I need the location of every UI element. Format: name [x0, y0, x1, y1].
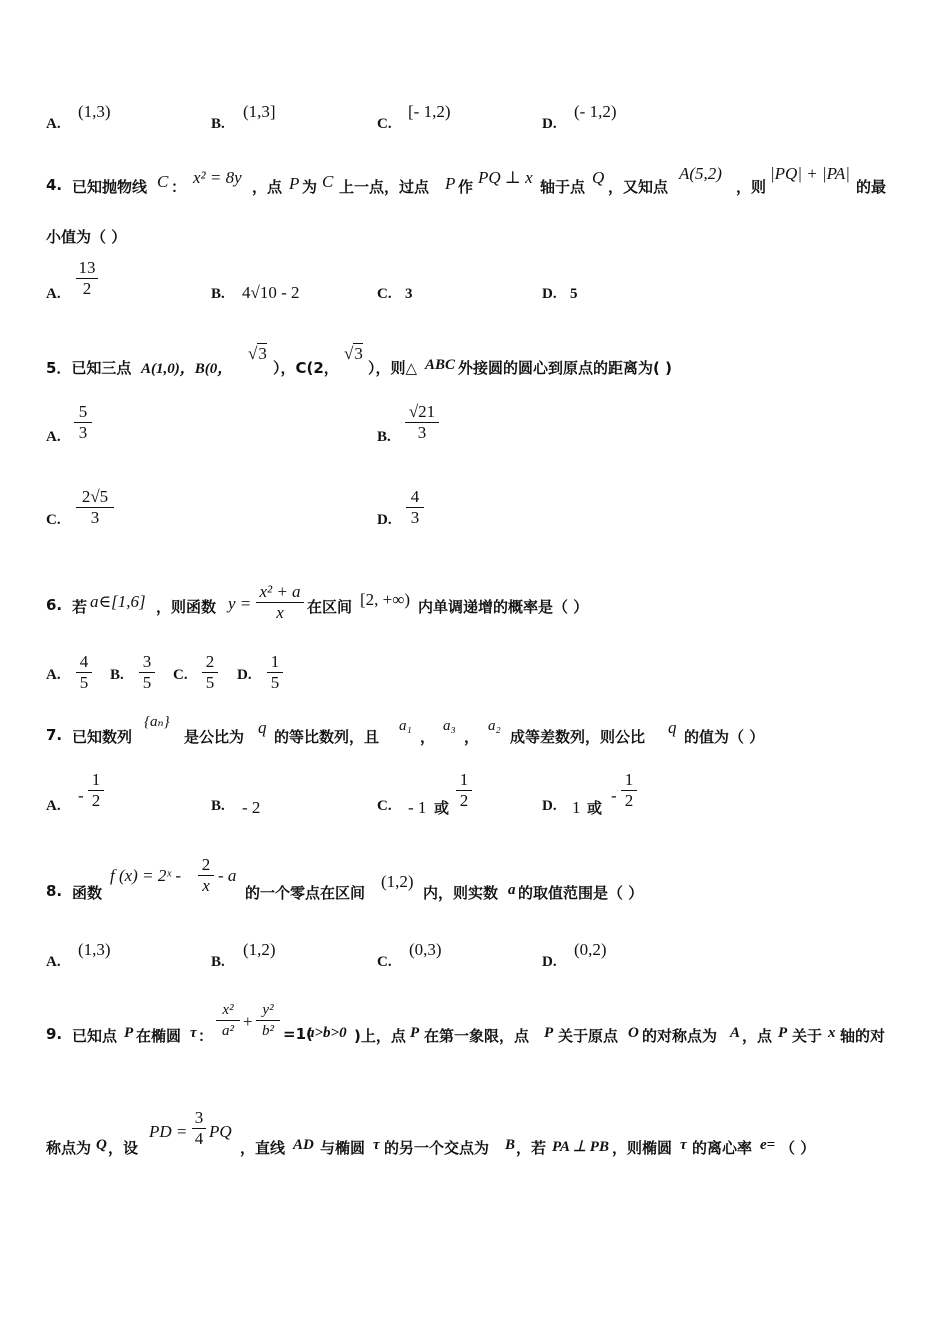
- q6-option-c-den: 5: [205, 673, 215, 692]
- q7-option-c-pre: - 1: [408, 798, 427, 817]
- q9-text-3: =1(: [283, 1025, 313, 1043]
- q4-option-a-label: A.: [46, 286, 61, 302]
- q4-option-a-fraction: [76, 258, 98, 299]
- q9-p2: P: [410, 1025, 420, 1041]
- q5-option-c-fraction: [76, 487, 114, 528]
- q7-q2: q: [668, 718, 677, 737]
- q9-o: O: [628, 1025, 639, 1041]
- q7-text-5: 的值为（ ）: [684, 728, 765, 746]
- q3-option-a-label: A.: [46, 116, 61, 132]
- q6-option-b-num: 3: [142, 652, 152, 671]
- q9-tau3: τ: [680, 1137, 687, 1153]
- q4-text-9: 的最: [856, 178, 887, 196]
- q9-line2-text-b: ，设: [108, 1139, 139, 1157]
- q7-option-a-den: 2: [91, 791, 101, 810]
- q6-option-a-fraction: [76, 652, 92, 693]
- q9-tau: τ: [190, 1025, 197, 1041]
- q5-option-c-num: 2√5: [81, 487, 109, 506]
- q9-line2-text-d: 与椭圆: [320, 1139, 366, 1157]
- q6-function-num: x² + a: [259, 582, 301, 601]
- q6-function-fraction: [256, 582, 304, 623]
- q4-text-4: 上一点，过点: [339, 178, 430, 196]
- q6-number: 6.: [46, 596, 63, 614]
- q9-ad: AD: [293, 1137, 314, 1153]
- q9-p: P: [124, 1025, 134, 1041]
- q3-option-d-label: D.: [542, 116, 557, 132]
- q9-a: A: [730, 1025, 741, 1041]
- q8-text-4: 的取值范围是（ ）: [518, 884, 644, 902]
- q5-abc: ABC: [425, 357, 456, 373]
- q9-text-1: 已知点: [72, 1027, 118, 1045]
- q9-number: 9.: [46, 1025, 63, 1043]
- q4-option-a-den: 2: [82, 279, 92, 298]
- q4-text-6: 轴于点: [540, 178, 586, 196]
- q8-number: 8.: [46, 882, 63, 900]
- q7-option-d-label: D.: [542, 798, 557, 814]
- q9-line2-text-a: 称点为: [46, 1139, 92, 1157]
- q9-vector-den: 4: [194, 1129, 204, 1148]
- q6-option-c-fraction: [202, 652, 218, 693]
- q7-option-b-label: B.: [211, 798, 225, 814]
- q9-line2-text-e: 的另一个交点为: [384, 1139, 490, 1157]
- q8-option-c-value: (0,3): [409, 940, 442, 959]
- q6-condition: a∈[1,6]: [90, 592, 146, 611]
- q9-colon: ：: [198, 1027, 214, 1045]
- q8-option-a-label: A.: [46, 954, 61, 970]
- q9-line2-text-i: （ ）: [780, 1139, 816, 1157]
- q5-option-b-den: 3: [417, 423, 427, 442]
- q5-option-d-fraction: [406, 487, 424, 528]
- q9-e: e=: [760, 1137, 776, 1153]
- q5-option-d-num: 4: [410, 487, 420, 506]
- q9-line2-text-f: ，若: [516, 1139, 547, 1157]
- q8-function-num: 2: [201, 855, 211, 874]
- q6-option-c-label: C.: [173, 667, 188, 683]
- q9-y-num: y²: [262, 1002, 274, 1018]
- q3-option-a-value: (1,3): [78, 102, 111, 121]
- q4-option-c-value: 3: [405, 286, 413, 302]
- q4-c: C: [157, 172, 169, 191]
- q4-text-2: ，点: [252, 178, 283, 196]
- q3-option-c-value: [- 1,2): [408, 102, 451, 121]
- q9-vector-pq: PQ: [209, 1122, 232, 1141]
- q6-option-c-num: 2: [205, 652, 215, 671]
- q5-option-a-fraction: [74, 402, 92, 443]
- q8-option-b-value: (1,2): [243, 940, 276, 959]
- q9-line2-text-g: ，则椭圆: [612, 1139, 673, 1157]
- q8-function-den: x: [202, 876, 210, 895]
- q4-option-d-label: D.: [542, 286, 557, 302]
- q6-function-den: x: [276, 603, 284, 622]
- q9-text-2: 在椭圆: [136, 1027, 182, 1045]
- q7-a3: a₃: [443, 718, 456, 734]
- q7-number: 7.: [46, 726, 63, 744]
- q4-option-b-label: B.: [211, 286, 225, 302]
- q6-option-d-den: 5: [270, 673, 280, 692]
- q8-interval: (1,2): [381, 872, 414, 891]
- q6-option-d-label: D.: [237, 667, 252, 683]
- q4-option-c-label: C.: [377, 286, 392, 302]
- q7-option-c-label: C.: [377, 798, 392, 814]
- q8-option-a-value: (1,3): [78, 940, 111, 959]
- q7-option-d-minus: -: [611, 786, 617, 805]
- q5-sqrt3-b-radicand: 3: [354, 344, 363, 363]
- q3-option-b-label: B.: [211, 116, 225, 132]
- q4-option-a-num: 13: [78, 258, 96, 277]
- q4-pq-perp: PQ ⊥ x: [478, 168, 533, 187]
- q9-q: Q: [96, 1137, 107, 1153]
- q8-function: f (x) = 2ˣ -: [110, 866, 182, 885]
- q7-q: q: [258, 718, 267, 737]
- q8-text-1: 函数: [72, 884, 103, 902]
- q9-text-10: 轴的对: [840, 1027, 886, 1045]
- q4-option-b-value: 4√10 - 2: [242, 283, 300, 302]
- q7-option-c-or: 或: [434, 799, 450, 817]
- q9-b: B: [505, 1137, 516, 1153]
- q9-y-den: b²: [262, 1023, 274, 1039]
- q6-text-3: 在区间: [307, 598, 353, 616]
- q9-vector-fraction: [192, 1108, 206, 1149]
- q5-text-3: ），C(2，: [273, 359, 339, 377]
- q5-text-1: 5．已知三点: [46, 359, 132, 377]
- q8-minus-a: - a: [218, 866, 237, 885]
- q4-text-7: ，又知点: [608, 178, 669, 196]
- q9-x-num: x²: [222, 1002, 234, 1018]
- q7-option-c-fraction: [456, 770, 472, 811]
- q5-text-4: ），则△: [368, 359, 418, 377]
- q6-option-d-num: 1: [270, 652, 280, 671]
- q7-option-d-fraction: [621, 770, 637, 811]
- q4-text-1: 已知抛物线: [72, 178, 148, 196]
- q9-y-fraction: [256, 1000, 280, 1041]
- q5-option-b-label: B.: [377, 429, 391, 445]
- q7-option-c-den: 2: [459, 791, 469, 810]
- q7-option-d-pre: 1: [572, 798, 581, 817]
- q9-text-8: ，点: [742, 1027, 773, 1045]
- q8-function-fraction: [198, 855, 214, 896]
- q4-p: P: [289, 174, 300, 193]
- q9-perpendicular: PA ⊥ PB: [552, 1139, 609, 1155]
- q4-colon: ：: [171, 178, 187, 196]
- q6-y: y =: [228, 594, 252, 613]
- q8-option-c-label: C.: [377, 954, 392, 970]
- q6-text-1: 若: [72, 598, 88, 616]
- q5-option-c-den: 3: [90, 508, 100, 527]
- q4-text-3: 为: [302, 178, 318, 196]
- q6-option-b-fraction: [139, 652, 155, 693]
- q9-plus: +: [243, 1012, 253, 1031]
- q8-a: a: [508, 882, 516, 898]
- q9-x-fraction: [216, 1000, 240, 1041]
- q4-p2: P: [445, 174, 456, 193]
- q7-option-a-fraction: [88, 770, 104, 811]
- q4-line-2: 小值为（ ）: [46, 228, 127, 246]
- q5-text-6: 外接圆的圆心到原点的距离为( ): [458, 359, 672, 377]
- q7-option-c-num: 1: [459, 770, 469, 789]
- q8-option-d-label: D.: [542, 954, 557, 970]
- q7-text-2: 是公比为: [184, 728, 245, 746]
- q7-a2: a₂: [488, 718, 501, 734]
- q3-option-c-label: C.: [377, 116, 392, 132]
- q9-tau2: τ: [373, 1137, 380, 1153]
- q4-c2: C: [322, 172, 334, 191]
- q9-p4: P: [778, 1025, 788, 1041]
- q8-text-3: 内，则实数: [423, 884, 499, 902]
- q8-text-2: 的一个零点在区间: [245, 884, 366, 902]
- q7-text-1: 已知数列: [72, 728, 133, 746]
- q5-option-c-label: C.: [46, 512, 61, 528]
- q7-option-d-num: 1: [624, 770, 634, 789]
- q4-parabola: x² = 8y: [193, 168, 242, 187]
- q6-interval: [2, +∞): [360, 590, 411, 609]
- q3-option-b-value: (1,3]: [243, 102, 276, 121]
- q9-p3: P: [544, 1025, 554, 1041]
- q5-points-ab: A(1,0)，B(0，: [141, 361, 233, 377]
- q5-sqrt3-a-radicand: 3: [258, 344, 267, 363]
- q4-point-a: A(5,2): [679, 164, 722, 183]
- q7-option-a-label: A.: [46, 798, 61, 814]
- q5-option-d-label: D.: [377, 512, 392, 528]
- q9-text-7: 的对称点为: [642, 1027, 718, 1045]
- q9-condition: a>b>0: [307, 1025, 347, 1041]
- q6-option-a-den: 5: [79, 673, 89, 692]
- q7-option-a-num: 1: [91, 770, 101, 789]
- q4-text-5: 作: [458, 178, 474, 196]
- q3-option-d-value: (- 1,2): [574, 102, 617, 121]
- q7-text-3: 的等比数列，且: [274, 728, 380, 746]
- q9-text-5: 在第一象限，点: [424, 1027, 530, 1045]
- q4-number: 4.: [46, 176, 63, 194]
- q5-option-d-den: 3: [410, 508, 420, 527]
- q5-option-b-num: √21: [408, 402, 436, 421]
- q7-text-4: 成等差数列，则公比: [510, 728, 646, 746]
- q6-text-2: ，则函数: [156, 598, 217, 616]
- q9-vector-num: 3: [194, 1108, 204, 1127]
- q7-comma-1: ，: [420, 728, 436, 746]
- q9-text-6: 关于原点: [558, 1027, 619, 1045]
- q5-option-a-den: 3: [78, 423, 88, 442]
- q4-option-d-value: 5: [570, 286, 578, 302]
- q9-line2-text-h: 的离心率: [692, 1139, 753, 1157]
- q8-option-b-label: B.: [211, 954, 225, 970]
- q9-x: x: [828, 1025, 836, 1041]
- q8-option-d-value: (0,2): [574, 940, 607, 959]
- q6-option-d-fraction: [267, 652, 283, 693]
- q7-option-d-den: 2: [624, 791, 634, 810]
- q5-option-a-num: 5: [78, 402, 88, 421]
- q7-sequence: {aₙ}: [144, 714, 170, 730]
- q9-text-4: )上，点: [354, 1027, 406, 1045]
- q5-option-b-fraction: [405, 402, 439, 443]
- q9-x-den: a²: [222, 1023, 234, 1039]
- q4-sum: |PQ| + |PA|: [770, 164, 850, 183]
- q9-vector-pd: PD =: [149, 1122, 188, 1141]
- q5-sqrt3-b: √3: [344, 344, 363, 363]
- q5-option-a-label: A.: [46, 429, 61, 445]
- q7-a1: a₁: [399, 718, 412, 734]
- q4-q: Q: [592, 168, 605, 187]
- q7-option-d-or: 或: [587, 799, 603, 817]
- q7-option-b-value: - 2: [242, 798, 261, 817]
- q7-option-a-minus: -: [78, 786, 84, 805]
- q4-text-8: ，则: [736, 178, 767, 196]
- q6-option-a-num: 4: [79, 652, 89, 671]
- q6-text-4: 内单调递增的概率是（ ）: [418, 598, 589, 616]
- q7-comma-2: ，: [464, 728, 480, 746]
- q6-option-a-label: A.: [46, 667, 61, 683]
- q6-option-b-label: B.: [110, 667, 124, 683]
- q9-line2-text-c: ，直线: [240, 1139, 286, 1157]
- q6-option-b-den: 5: [142, 673, 152, 692]
- q9-text-9: 关于: [792, 1027, 823, 1045]
- q5-sqrt3-a: √3: [248, 344, 267, 363]
